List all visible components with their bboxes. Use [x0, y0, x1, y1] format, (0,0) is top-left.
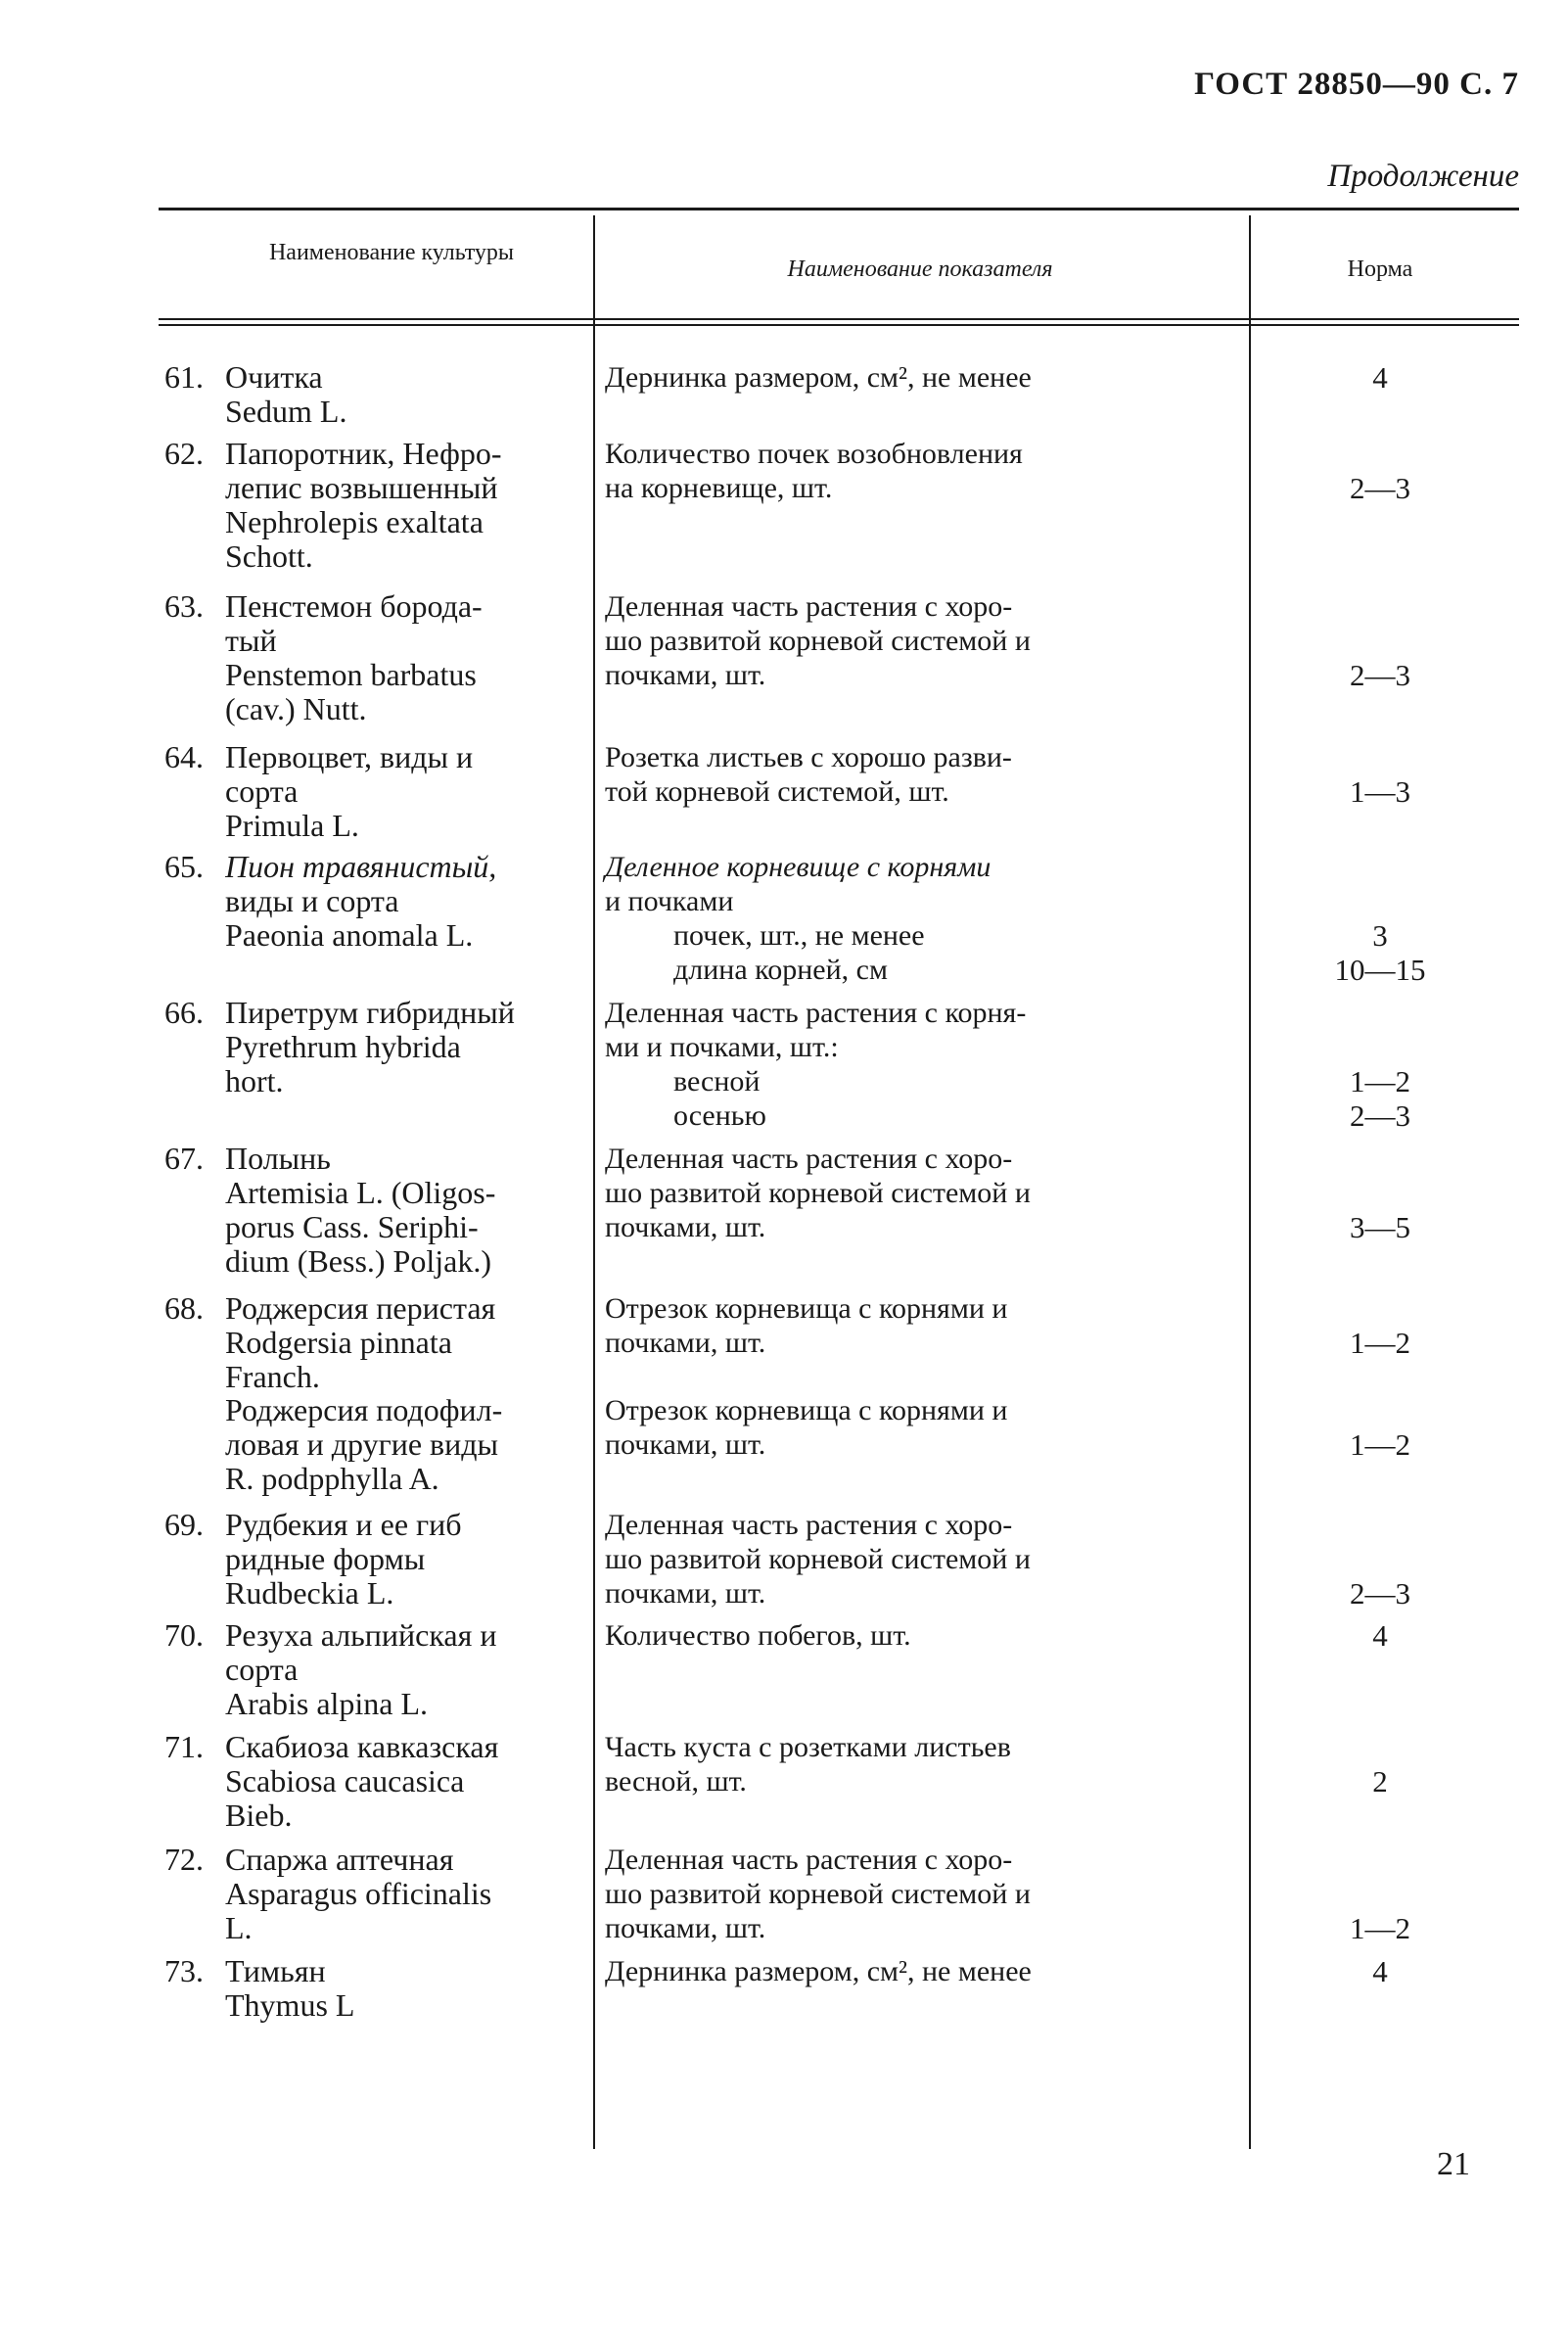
indicator-cell [605, 850, 1233, 987]
indicator-line: весной [673, 1065, 761, 1097]
indicator-line: почек, шт., не менее [673, 919, 925, 952]
culture-name-line: Пенстемон борода- [225, 589, 483, 624]
indicator-line: и почками [605, 885, 734, 917]
indicator-cell [605, 1618, 1233, 1653]
indicator-line: Часть куста с розетками листьев [605, 1731, 1011, 1763]
indicator-line: Дернинка размером, см², не менее [605, 1955, 1032, 1987]
culture-name-line: лепис возвышенный [225, 471, 498, 505]
norm-value [1272, 1291, 1488, 1326]
culture-name-line: Очитка [225, 360, 323, 395]
culture-name-line: Спаржа аптечная [225, 1843, 454, 1877]
culture-name-line: dium (Bess.) Poljak.) [225, 1244, 491, 1279]
row-number: 66. [164, 995, 204, 1030]
norm-value [1272, 1542, 1488, 1576]
norm-value: 1—2 [1350, 1427, 1410, 1462]
indicator-line: Количество почек возобновления [605, 438, 1023, 470]
norm-value [1272, 1176, 1488, 1210]
header-col-culture [245, 240, 538, 265]
row-number: 73. [164, 1953, 204, 1988]
norm-value: 1—3 [1350, 774, 1410, 809]
indicator-line: той корневой системой, шт. [605, 775, 949, 808]
norm-value: 10—15 [1334, 953, 1426, 987]
indicator-line: почками, шт. [605, 659, 766, 691]
indicator-cell [605, 360, 1233, 395]
culture-name-line: Роджерсия подофил- [225, 1393, 503, 1427]
page-number: 21 [1437, 2146, 1470, 2182]
column-divider-1 [593, 215, 595, 2149]
norm-value: 2—3 [1350, 658, 1410, 692]
table-header-rule-1 [159, 318, 1519, 320]
culture-name-line: сорта [225, 1653, 299, 1687]
culture-name-line: Папоротник, Нефро- [225, 437, 502, 471]
indicator-cell [605, 1291, 1233, 1360]
norm-cell [1272, 1508, 1488, 1611]
norm-cell [1272, 1291, 1488, 1360]
indicator-line: Деленная часть растения с корня- [605, 997, 1027, 1029]
document-header: ГОСТ 28850—90 С. 7 [1194, 67, 1519, 102]
indicator-line: Отрезок корневища с корнями и [605, 1292, 1008, 1325]
culture-name-line: L. [225, 1911, 253, 1945]
indicator-cell [605, 740, 1233, 809]
culture-name-line: hort. [225, 1064, 284, 1098]
norm-value [1272, 624, 1488, 658]
row-number: 72. [164, 1842, 204, 1877]
culture-name-line: Arabis alpina L. [225, 1687, 429, 1721]
norm-value: 4 [1372, 1618, 1388, 1653]
indicator-line: шо развитой корневой системой и [605, 1177, 1031, 1209]
culture-name-line: Asparagus officinalis [225, 1877, 492, 1911]
row-number: 62. [164, 436, 204, 471]
culture-name-line: Роджерсия перистая [225, 1291, 496, 1326]
indicator-line: почками, шт. [605, 1428, 766, 1461]
indicator-line: Розетка листьев с хорошо разви- [605, 741, 1012, 773]
row-number: 63. [164, 588, 204, 624]
culture-name-line: Thymus L [225, 1988, 355, 2023]
norm-cell [1272, 1393, 1488, 1462]
header-col-indicator [607, 257, 1233, 282]
row-number: 65. [164, 849, 204, 884]
row-number: 71. [164, 1729, 204, 1764]
culture-name-line: Полынь [225, 1142, 331, 1176]
culture-name-line: Pyrethrum hybrida [225, 1030, 461, 1064]
culture-name-line: Пион травянистый, [225, 850, 497, 884]
culture-name-line: Rodgersia pinnata [225, 1326, 452, 1360]
indicator-line: Количество побегов, шт. [605, 1619, 911, 1652]
culture-name-line: Scabiosa caucasica [225, 1764, 465, 1798]
culture-name-line: Скабиоза кавказская [225, 1730, 499, 1764]
norm-cell [1272, 589, 1488, 692]
norm-value [1272, 1843, 1488, 1877]
culture-name-line: porus Cass. Seriphi- [225, 1210, 479, 1244]
row-number: 61. [164, 359, 204, 395]
norm-cell [1272, 1954, 1488, 1988]
norm-cell [1272, 996, 1488, 1133]
header-col-norm-text: Норма [1347, 257, 1413, 282]
norm-value: 1—2 [1350, 1064, 1410, 1098]
row-number: 70. [164, 1617, 204, 1653]
culture-name-line: Artemisia L. (Oligos- [225, 1176, 496, 1210]
indicator-line: длина корней, см [673, 954, 888, 986]
indicator-line: осенью [673, 1099, 766, 1132]
indicator-line: ми и почками, шт.: [605, 1031, 839, 1063]
norm-cell [1272, 850, 1488, 987]
norm-cell [1272, 1618, 1488, 1653]
norm-value [1272, 1877, 1488, 1911]
culture-name-line: ридные формы [225, 1542, 426, 1576]
culture-name-line: Первоцвет, виды и [225, 740, 474, 774]
culture-name-line: Rudbeckia L. [225, 1576, 394, 1611]
norm-cell [1272, 360, 1488, 395]
norm-value [1272, 850, 1488, 884]
norm-value [1272, 1730, 1488, 1764]
culture-name-line: Franch. [225, 1360, 320, 1394]
norm-value [1272, 1393, 1488, 1427]
indicator-cell [605, 996, 1233, 1133]
indicator-line: Деленное корневище с корнями [605, 851, 992, 883]
norm-value [1272, 1142, 1488, 1176]
header-col-culture-text: Наименование культуры [268, 240, 515, 265]
indicator-line: весной, шт. [605, 1765, 747, 1798]
indicator-line: Деленная часть растения с хоро- [605, 1844, 1013, 1876]
continuation-label: Продолжение [1327, 159, 1519, 194]
indicator-line: на корневище, шт. [605, 472, 833, 504]
norm-value [1272, 589, 1488, 624]
culture-name-line: Penstemon barbatus [225, 658, 477, 692]
norm-value: 3—5 [1350, 1210, 1410, 1244]
norm-value: 2 [1372, 1764, 1388, 1798]
row-number: 69. [164, 1507, 204, 1542]
culture-name-line: сорта [225, 774, 299, 809]
culture-name-line: Тимьян [225, 1954, 326, 1988]
norm-cell [1272, 437, 1488, 505]
norm-cell [1272, 740, 1488, 809]
norm-cell [1272, 1843, 1488, 1945]
norm-value: 2—3 [1350, 1576, 1410, 1611]
indicator-line: Отрезок корневища с корнями и [605, 1394, 1008, 1426]
norm-value: 1—2 [1350, 1911, 1410, 1945]
norm-cell [1272, 1142, 1488, 1244]
norm-value: 4 [1372, 360, 1388, 395]
indicator-cell [605, 437, 1233, 505]
table-header-rule-2 [159, 324, 1519, 326]
row-number: 64. [164, 739, 204, 774]
indicator-line: почками, шт. [605, 1327, 766, 1359]
column-divider-2 [1249, 215, 1251, 2149]
norm-value: 2—3 [1350, 1098, 1410, 1133]
table-top-rule [159, 208, 1519, 210]
norm-value [1272, 1508, 1488, 1542]
indicator-cell [605, 1730, 1233, 1798]
culture-name-line: Рудбекия и ее гиб [225, 1508, 462, 1542]
norm-value [1272, 996, 1488, 1030]
culture-name-line: Paeonia anomala L. [225, 918, 474, 953]
header-col-norm [1263, 257, 1498, 282]
indicator-line: почками, шт. [605, 1912, 766, 1944]
indicator-cell [605, 1393, 1233, 1462]
culture-name-line: Nephrolepis exaltata [225, 505, 484, 539]
culture-name-line: R. podpphylla A. [225, 1462, 439, 1496]
norm-value: 2—3 [1350, 471, 1410, 505]
indicator-line: Деленная часть растения с хоро- [605, 1509, 1013, 1541]
culture-name-line: Резуха альпийская и [225, 1618, 497, 1653]
culture-name-line: виды и сорта [225, 884, 399, 918]
indicator-line: Дернинка размером, см², не менее [605, 361, 1032, 394]
indicator-line: Деленная часть растения с хоро- [605, 590, 1013, 623]
row-number: 68. [164, 1290, 204, 1326]
indicator-line: почками, шт. [605, 1211, 766, 1243]
indicator-line: шо развитой корневой системой и [605, 1543, 1031, 1575]
indicator-cell [605, 1508, 1233, 1611]
culture-name-line: тый [225, 624, 277, 658]
norm-value: 1—2 [1350, 1326, 1410, 1360]
norm-value: 3 [1372, 918, 1388, 953]
indicator-line: шо развитой корневой системой и [605, 625, 1031, 657]
norm-value [1272, 437, 1488, 471]
indicator-cell [605, 1843, 1233, 1945]
norm-value [1272, 740, 1488, 774]
indicator-line: почками, шт. [605, 1577, 766, 1610]
indicator-cell [605, 1954, 1233, 1988]
culture-name-line: Primula L. [225, 809, 359, 843]
row-number: 67. [164, 1141, 204, 1176]
norm-cell [1272, 1730, 1488, 1798]
culture-name-line: Пиретрум гибридный [225, 996, 515, 1030]
culture-name-line: Sedum L. [225, 395, 347, 429]
indicator-cell [605, 589, 1233, 692]
indicator-cell [605, 1142, 1233, 1244]
norm-value [1272, 1030, 1488, 1064]
indicator-line: Деленная часть растения с хоро- [605, 1143, 1013, 1175]
indicator-line: шо развитой корневой системой и [605, 1878, 1031, 1910]
norm-value: 4 [1372, 1954, 1388, 1988]
culture-name-line: (cav.) Nutt. [225, 692, 367, 726]
culture-name-line: Bieb. [225, 1798, 293, 1833]
norm-value [1272, 884, 1488, 918]
culture-name-line: ловая и другие виды [225, 1427, 499, 1462]
header-col-indicator-text: Наименование показателя [787, 257, 1053, 282]
culture-name-line: Schott. [225, 539, 313, 574]
